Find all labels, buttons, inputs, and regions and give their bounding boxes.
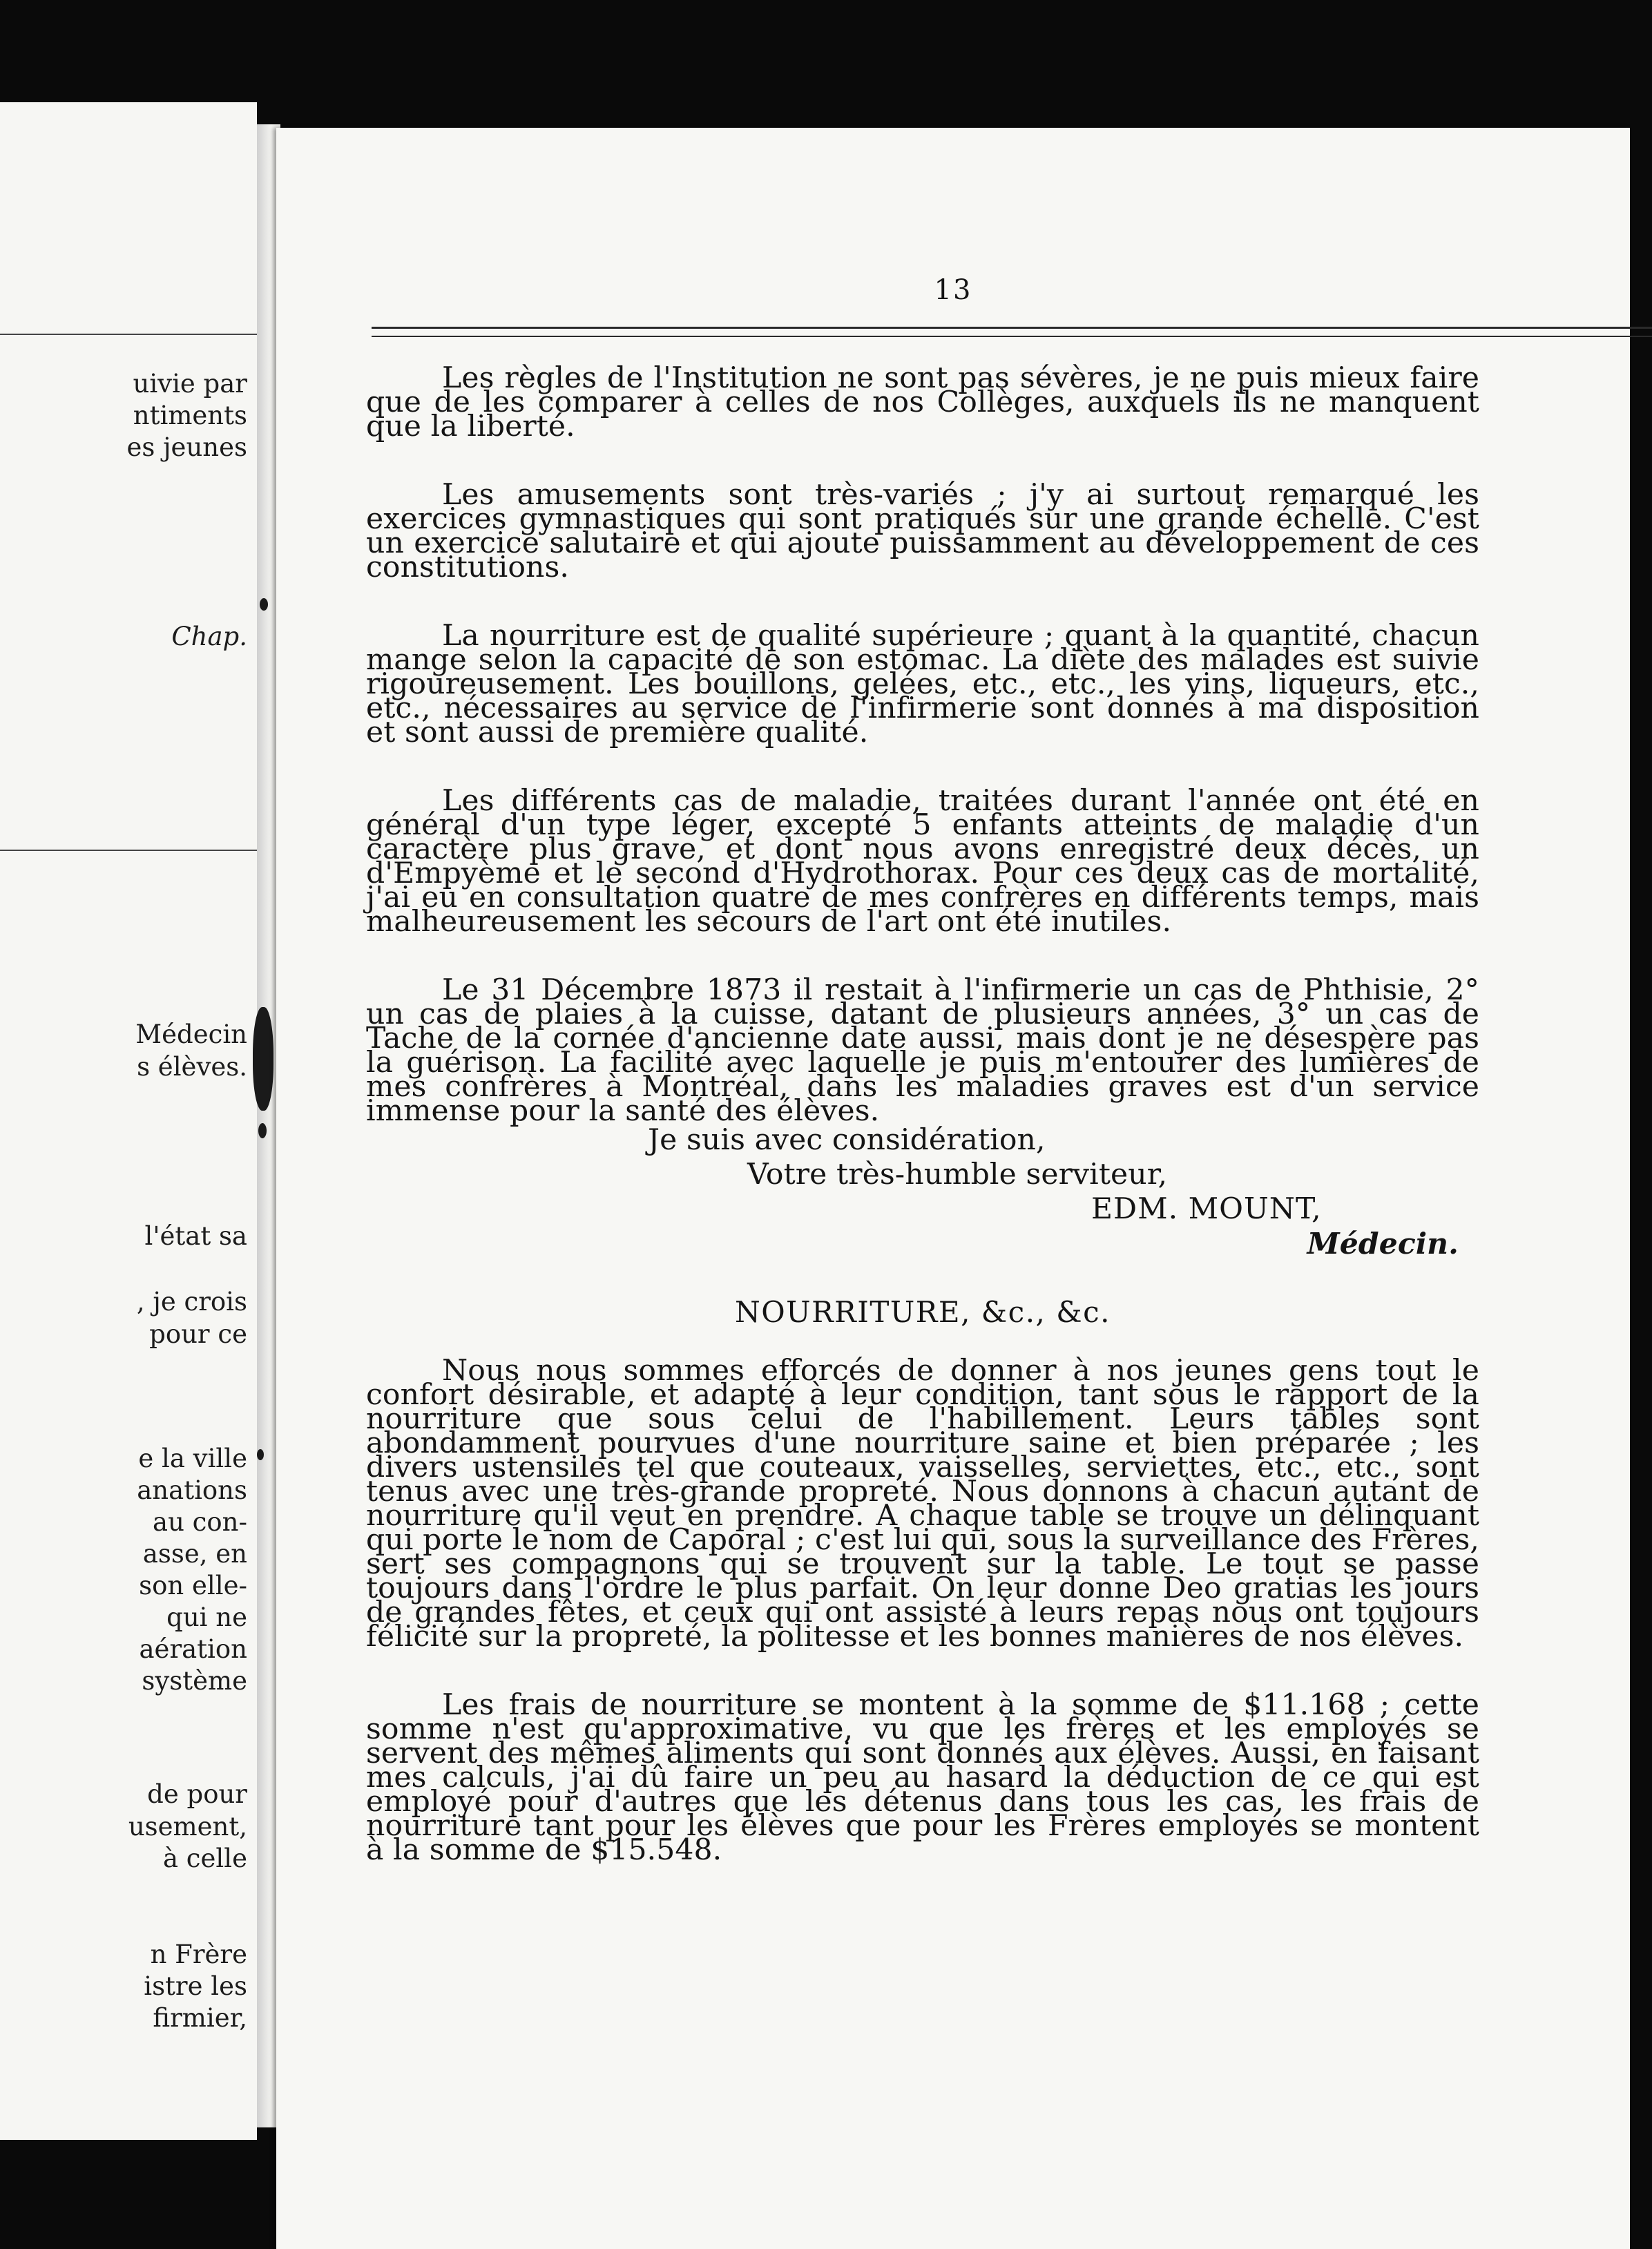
signature-title: Médecin. [1307,1227,1459,1261]
page-number: 13 [934,274,972,306]
closing-line: Je suis avec considération, [648,1123,1046,1157]
facing-page-fragment: asse, en [142,1539,247,1569]
paragraph: Les règles de l'Institution ne sont pas sévères, je ne puis mieux faire que de les comparer à celles de nos Collèges, auxquels ils ne manquent que la liberté. [366,361,1479,443]
facing-page-fragment: n Frère [150,1940,247,1969]
facing-page-fragment: Chap. [171,622,247,651]
facing-page-fragment: système [142,1666,247,1696]
facing-page-fragment: l'état sa [144,1221,247,1251]
facing-page-fragment: son elle- [139,1571,247,1600]
binding-mark [253,1007,273,1111]
binding-mark [257,1449,264,1460]
section-heading: NOURRITURE, &c., &c. [734,1295,1111,1329]
binding-mark [260,598,268,611]
paragraph: Les frais de nourriture se montent à la somme de $11.168 ; cette somme n'est qu'approximative, vu que les frères et les employés se servent des mêmes aliments qui sont donnés aux élèves. Aussi, en faisant mes calculs, j'ai dû faire un peu au hasard la déduction de ce qui est employé pour d'autres que les détenus dans tous les cas, les frais de nourriture tant pour les élèves que pour les Frères employés se montent à la somme de $15.548. [366,1688,1479,1867]
facing-page-fragment: pour ce [149,1319,247,1349]
facing-page-fragment: qui ne [166,1602,247,1632]
header-double-rule [372,327,1652,337]
paragraph: Les amusements sont très-variés ; j'y ai surtout remarqué les exercices gymnastiques qui sont pratiqués sur une grande échelle. C'est un exercice salutaire et qui ajoute puissamment au développement de ces constitutions. [366,478,1479,584]
facing-page-fragment: , je crois [136,1287,247,1317]
signature: EDM. MOUNT, [1091,1192,1322,1226]
facing-page-fragment: à celle [162,1844,247,1873]
closing-line: Votre très-humble serviteur, [747,1158,1168,1192]
facing-page-rule [0,850,257,851]
facing-page-fragment: es jeunes [126,432,247,462]
facing-page-fragment: istre les [144,1971,247,2001]
paragraph: Les différents cas de maladie, traitées durant l'année ont été en général d'un type léger, excepté 5 enfants atteints de maladie d'un caractère plus grave, et dont nous avons enregistré deux décès, un d'Empyème et le second d'Hydrothorax. Pour ces deux cas de mortalité, j'ai eu en consultation quatre de mes confrères en différents temps, mais malheureusement les secours de l'art ont été inutiles. [366,784,1479,939]
facing-page-fragment: au con- [153,1507,247,1537]
facing-page-fragment: s élèves. [137,1052,247,1082]
paragraph: La nourriture est de qualité supérieure ; quant à la quantité, chacun mange selon la capacité de son estomac. La diète des malades est suivie rigoureusement. Les bouillons, gelées, etc., etc., les vins, liqueurs, etc., etc., nécessaires au service de l'infirmerie sont donnés à ma disposition et sont aussi de première qualité. [366,619,1479,749]
facing-page-fragment: uivie par [133,369,247,399]
facing-page-fragment: e la ville [138,1444,247,1473]
facing-page-fragment: Médecin [135,1020,247,1049]
facing-page-fragment: aération [139,1634,247,1664]
page-body [366,361,1479,1867]
facing-page-fragment: firmier, [153,2003,247,2033]
facing-page-rule [0,334,257,335]
letter-closing [366,1123,1479,1261]
facing-page-fragment: ntiments [133,401,247,430]
paragraph: Nous nous sommes efforcés de donner à nos jeunes gens tout le confort désirable, et adapté à leur condition, tant sous le rapport de la nourriture que sous celui de l'habillement. Leurs tables sont abondamment pourvues d'une nourriture saine et bien préparée ; les divers ustensiles tel que couteaux, vaisselles, serviettes, etc., etc., sont tenus avec une très-grande propreté. Nous donnons à chacun autant de nourriture qu'il veut en prendre. A chaque table se trouve un délinquant qui porte le nom de Caporal ; c'est lui qui, sous la surveillance des Frères, sert ses compagnons qui se trouvent sur la table. Le tout se passe toujours dans l'ordre le plus parfait. On leur donne Deo gratias les jours de grandes fêtes, et ceux qui ont assisté à leurs repas nous ont toujours félicité sur la propreté, la politesse et les bonnes manières de nos élèves. [366,1354,1479,1654]
facing-page-fragment: anations [137,1475,247,1505]
facing-page-fragment: usement, [128,1812,247,1841]
facing-page-fragment: de pour [147,1779,247,1809]
binding-mark [258,1123,267,1138]
facing-page [0,102,257,2140]
paragraph: Le 31 Décembre 1873 il restait à l'infirmerie un cas de Phthisie, 2° un cas de plaies à la cuisse, datant de plusieurs années, 3° un cas de Tache de la cornée d'ancienne date aussi, mais dont je ne désespère pas la guérison. La facilité avec laquelle je puis m'entourer des lumières de mes confrères à Montréal, dans les maladies graves est d'un service immense pour la santé des élèves. [366,973,1479,1128]
